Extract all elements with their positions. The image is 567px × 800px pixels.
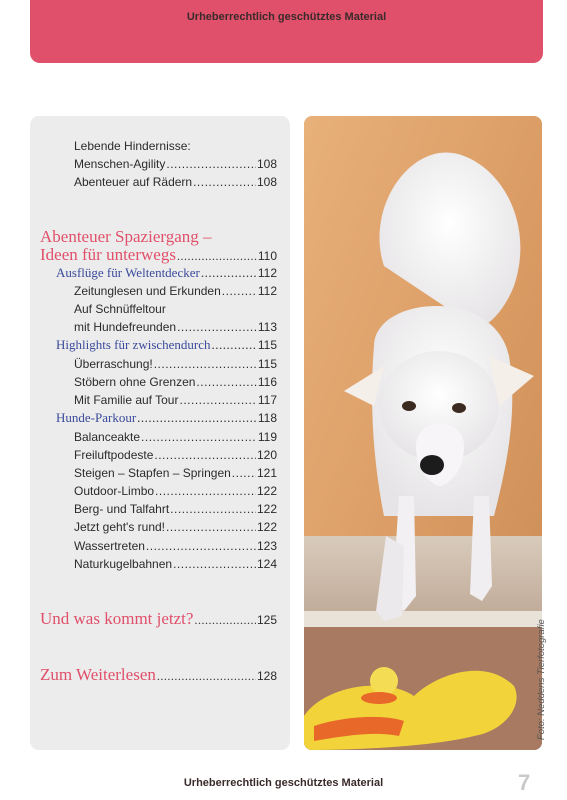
toc-entry-page: 120	[256, 448, 277, 462]
toc-chapter-page: 125	[256, 613, 277, 627]
toc-section-title: Highlights für zwischendurch	[56, 337, 211, 352]
toc-entry-title: Mit Familie auf Tour	[74, 393, 179, 407]
toc-entry[interactable]	[74, 375, 277, 389]
dog-photo	[304, 116, 542, 750]
toc-entry-page: 122	[256, 520, 277, 534]
toc-entry-title: Wassertreten	[74, 539, 145, 553]
toc-entry[interactable]	[74, 484, 277, 498]
toc-entry[interactable]	[74, 157, 277, 171]
toc-section-title: Ausflüge für Weltentdecker	[56, 265, 200, 280]
toc-entry-page: 108	[256, 157, 277, 171]
toc-entry-title: Überraschung!	[74, 357, 153, 371]
toc-chapter-title: Ideen für unterwegs	[40, 245, 176, 264]
top-banner	[30, 0, 543, 63]
leader-dots	[222, 284, 257, 298]
toc-entry-title: Outdoor-Limbo	[74, 484, 155, 498]
toc-entry-page: 108	[256, 175, 277, 189]
toc-entry-title: Zeitunglesen und Erkunden	[74, 284, 221, 298]
page-number: 7	[518, 770, 531, 795]
toc-section[interactable]	[56, 410, 277, 426]
leader-dots	[146, 539, 256, 553]
toc-chapter-title: Und was kommt jetzt?	[40, 609, 194, 628]
leader-dots	[173, 557, 256, 571]
toc-entry[interactable]	[74, 175, 277, 189]
toc-entry[interactable]	[74, 502, 277, 516]
leader-dots	[212, 337, 257, 353]
toc-entry-title: Jetzt geht's rund!	[74, 520, 166, 534]
toc-entry-page: 117	[257, 393, 277, 407]
toc-entry[interactable]	[74, 284, 277, 298]
toc-chapter-line: Abenteuer Spaziergang –	[40, 227, 212, 246]
leader-dots	[155, 484, 256, 498]
toc-chapter-title: Zum Weiterlesen	[40, 665, 156, 684]
toc-entry[interactable]	[74, 448, 277, 462]
leader-dots	[157, 669, 256, 684]
leader-dots	[166, 520, 256, 534]
toc-entry[interactable]	[74, 393, 277, 407]
toc-section[interactable]	[56, 265, 277, 281]
leader-dots	[141, 430, 257, 444]
toc-entry-page: 121	[256, 466, 277, 480]
toc-chapter-page: 128	[256, 669, 277, 683]
toc-entry[interactable]	[74, 539, 277, 553]
toc-entry-title: Menschen-Agility	[74, 157, 166, 171]
leader-dots	[196, 375, 256, 389]
leader-dots	[201, 265, 257, 281]
toc-entry-page: 122	[256, 502, 277, 516]
leader-dots	[154, 448, 256, 462]
toc-entry[interactable]	[74, 466, 277, 480]
toc-entry-page: 115	[257, 357, 277, 371]
toc-entry-page: 116	[257, 375, 277, 389]
toc-entry[interactable]	[74, 320, 277, 334]
toc-chapter[interactable]	[40, 665, 277, 685]
toc-entry-title: Berg- und Talfahrt	[74, 502, 170, 516]
leader-dots	[166, 157, 256, 171]
toc-line: Auf Schnüffeltour	[74, 302, 166, 316]
dog-illustration	[304, 116, 542, 750]
toc-section-page: 112	[257, 266, 277, 280]
toc-entry-title: Steigen – Stapfen – Springen	[74, 466, 231, 480]
leader-dots	[154, 357, 257, 371]
toc-entry-page: 113	[257, 320, 277, 334]
toc-entry-page: 122	[256, 484, 277, 498]
toc-chapter-page: 110	[257, 249, 277, 263]
toc-entry-title: Naturkugelbahnen	[74, 557, 173, 571]
toc-chapter[interactable]	[40, 245, 277, 265]
toc-entry-title: Abenteuer auf Rädern	[74, 175, 193, 189]
toc-entry-title: Balanceakte	[74, 430, 141, 444]
leader-dots	[177, 249, 257, 264]
toc-entry-page: 124	[256, 557, 277, 571]
leader-dots	[170, 502, 256, 516]
copyright-watermark-top: Urheberrechtlich geschütztes Material	[186, 11, 387, 23]
toc-section-page: 115	[257, 338, 277, 352]
leader-dots	[177, 320, 257, 334]
toc-section[interactable]	[56, 337, 277, 353]
toc-entry[interactable]	[74, 520, 277, 534]
toc-entry-title: Stöbern ohne Grenzen	[74, 375, 196, 389]
toc-entry[interactable]	[74, 430, 277, 444]
toc-entry-title: Freiluftpodeste	[74, 448, 154, 462]
toc-line: Lebende Hindernisse:	[74, 139, 191, 153]
photo-credit: Foto: Neddens Tierfotografie	[536, 619, 547, 740]
toc-section-title: Hunde-Parkour	[56, 410, 137, 425]
leader-dots	[232, 466, 256, 480]
toc-entry[interactable]	[74, 557, 277, 571]
toc-entry[interactable]	[74, 357, 277, 371]
leader-dots	[179, 393, 256, 407]
toc-section-page: 118	[257, 411, 277, 425]
toc-entry-page: 119	[257, 430, 277, 444]
toc-entry-title: mit Hundefreunden	[74, 320, 177, 334]
leader-dots	[193, 175, 256, 189]
toc-entry-page: 123	[256, 539, 277, 553]
leader-dots	[194, 613, 256, 628]
copyright-watermark-bottom: Urheberrechtlich geschütztes Material	[183, 777, 384, 789]
toc-entry-page: 112	[257, 284, 277, 298]
toc-chapter[interactable]	[40, 609, 277, 629]
leader-dots	[137, 410, 257, 426]
